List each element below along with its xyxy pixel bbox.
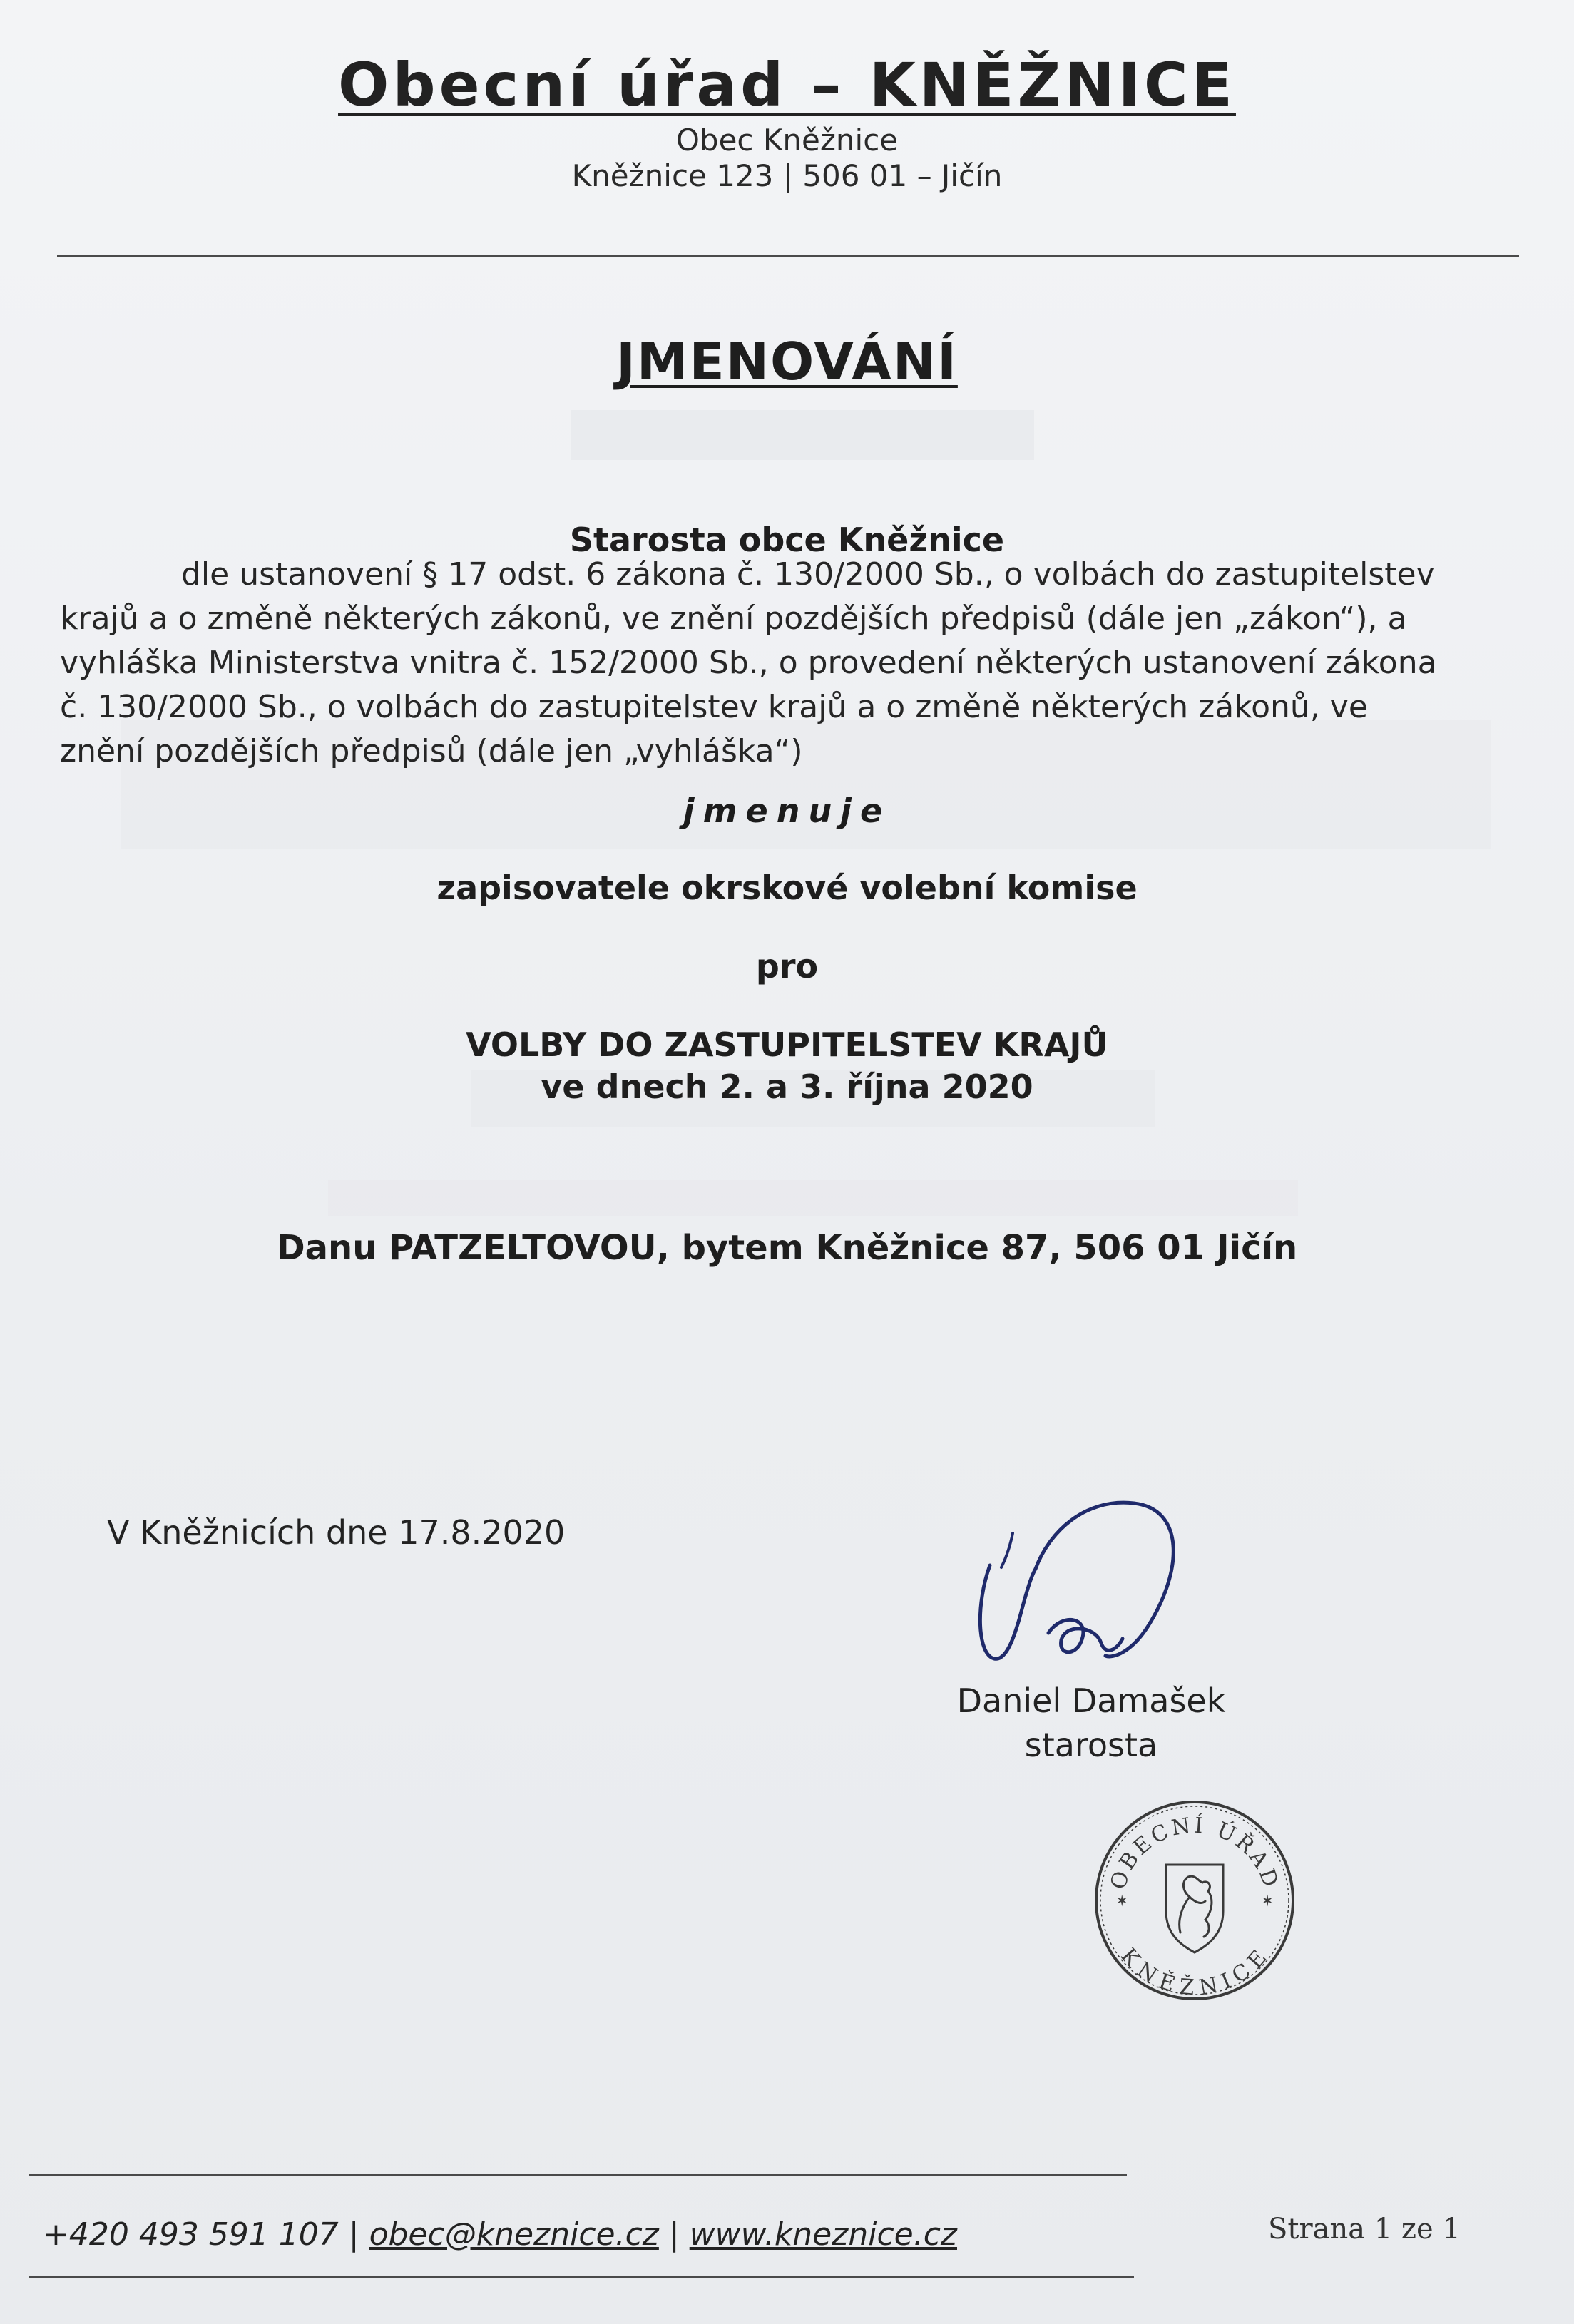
preamble-line: vyhláška Ministerstva vnitra č. 152/2000 Sb., o provedení některých ustanovení zákona: [60, 645, 1437, 681]
for-line: pro: [755, 947, 819, 986]
preamble-line: dle ustanovení § 17 odst. 6 zákona č. 130/2000 Sb., o volbách do zastupitelstev: [181, 556, 1435, 593]
role-line: zapisovatele okrskové volební komise: [436, 869, 1138, 907]
municipality-name: Obec Kněžnice: [675, 123, 899, 158]
legal-preamble: [60, 553, 1525, 774]
header-divider: [57, 255, 1519, 257]
office-title: Obecní úřad – KNĚŽNICE: [338, 50, 1236, 120]
show-through-shape: [328, 1180, 1298, 1216]
appoint-verb: jmenuje: [683, 792, 891, 830]
office-address: Kněžnice 123 | 506 01 – Jičín: [571, 158, 1003, 193]
election-dates: ve dnech 2. a 3. října 2020: [541, 1068, 1033, 1106]
email-link[interactable]: obec@kneznice.cz: [369, 2216, 659, 2253]
stamp-bottom-text: KNĚŽNICE: [1115, 1943, 1274, 2001]
signature-image: [970, 1490, 1198, 1679]
official-stamp: [1091, 1797, 1298, 2007]
document-title: JMENOVÁNÍ: [616, 332, 958, 391]
appointee-line: Danu PATZELTOVOU, bytem Kněžnice 87, 506 01 Jičín: [276, 1228, 1298, 1268]
svg-text:✶: ✶: [1261, 1893, 1274, 1910]
separator: |: [348, 2216, 369, 2253]
footer-divider-top: [29, 2174, 1127, 2176]
preamble-line: znění pozdějších předpisů (dále jen „vyhláška“): [60, 733, 803, 769]
page-number: Strana 1 ze 1: [1268, 2213, 1461, 2246]
place-date: V Kněžnicích dne 17.8.2020: [107, 1513, 566, 1552]
preamble-line: č. 130/2000 Sb., o volbách do zastupitelstev krajů a o změně některých zákonů, ve: [60, 689, 1368, 725]
svg-text:✶: ✶: [1115, 1893, 1129, 1910]
phone-number: +420 493 591 107: [43, 2216, 339, 2253]
footer-divider-bottom: [29, 2276, 1134, 2278]
website-link[interactable]: www.kneznice.cz: [689, 2216, 957, 2253]
election-name: VOLBY DO ZASTUPITELSTEV KRAJŮ: [466, 1025, 1108, 1064]
signatory-name: Daniel Damašek: [956, 1681, 1226, 1720]
stamp-top-text: OBECNÍ ÚŘAD: [1105, 1813, 1284, 1893]
separator: |: [668, 2216, 690, 2253]
show-through-shape: [571, 410, 1034, 460]
preamble-line: krajů a o změně některých zákonů, ve znění pozdějších předpisů (dále jen „zákon“), a: [60, 600, 1407, 637]
signatory-position: starosta: [1024, 1726, 1158, 1764]
issuer-heading: Starosta obce Kněžnice: [569, 521, 1005, 559]
footer-contact: [43, 2216, 957, 2253]
